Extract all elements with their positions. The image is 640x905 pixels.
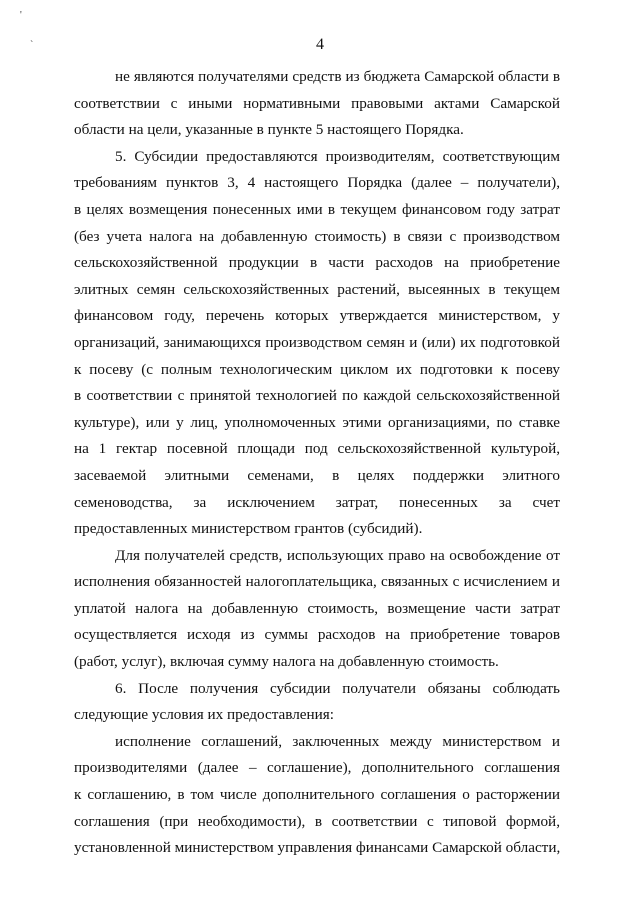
text-line: области на цели, указанные в пункте 5 настоящего Порядка. (74, 121, 464, 139)
text-line: семеноводства, за исключением затрат, понесенных за счет (74, 493, 560, 511)
text-line: следующие условия их предоставления: (74, 706, 335, 724)
scan-mark: ` (30, 40, 34, 51)
text-line: в соответствии с принятой технологией по каждой сельскохозяйственной (74, 387, 560, 405)
text-line: в целях возмещения понесенных ими в текущем финансовом году затрат (74, 200, 560, 218)
text-line: предоставленных министерством грантов (субсидий). (74, 520, 423, 538)
document-body (74, 64, 560, 862)
text-line: к посеву (с полным технологическим циклом их подготовки к посеву (74, 360, 560, 378)
text-line: (работ, услуг), включая сумму налога на добавленную стоимость. (74, 653, 499, 671)
text-line: требованиям пунктов 3, 4 настоящего Порядка (далее – получатели), (74, 174, 560, 192)
text-line: на 1 гектар посевной площади под сельскохозяйственной культурой, (74, 440, 560, 458)
text-line: соответствии с иными нормативными правовыми актами Самарской (74, 94, 560, 112)
text-line: установленной министерством управления финансами Самарской области, (74, 839, 561, 857)
text-line: 6. После получения субсидии получатели обязаны соблюдать (115, 679, 560, 697)
text-line: организаций, занимающихся производством семян и (или) их подготовкой (74, 333, 560, 351)
text-line: (без учета налога на добавленную стоимость) в связи с производством (74, 227, 560, 245)
text-line: финансовом году, перечень которых утверждается министерством, у (74, 307, 560, 325)
text-line: исполнения обязанностей налогоплательщика, связанных с исчислением и (74, 573, 560, 591)
text-line: производителями (далее – соглашение), дополнительного соглашения (74, 759, 560, 777)
text-line: исполнение соглашений, заключенных между министерством и (115, 732, 560, 750)
text-line: не являются получателями средств из бюджета Самарской области в (115, 68, 560, 85)
scan-mark: ' (20, 10, 22, 21)
page-number: 4 (316, 36, 324, 53)
text-line: 5. Субсидии предоставляются производителям, соответствующим (115, 147, 560, 165)
text-line: соглашения (при необходимости), в соответствии с типовой формой, (74, 812, 560, 830)
text-line: засеваемой элитными семенами, в целях поддержки элитного (74, 466, 560, 484)
text-line: элитных семян сельскохозяйственных растений, высеянных в текущем (74, 280, 560, 298)
text-line: осуществляется исходя из суммы расходов на приобретение товаров (74, 626, 560, 644)
text-line: сельскохозяйственной продукции в части расходов на приобретение (74, 254, 560, 272)
text-line: культуре), или у лиц, уполномоченных этими организациями, по ставке (74, 413, 560, 431)
text-line: уплатой налога на добавленную стоимость, возмещение части затрат (74, 599, 560, 617)
text-line: к соглашению, в том числе дополнительного соглашения о расторжении (74, 786, 560, 804)
text-line: Для получателей средств, использующих право на освобождение от (115, 546, 560, 564)
